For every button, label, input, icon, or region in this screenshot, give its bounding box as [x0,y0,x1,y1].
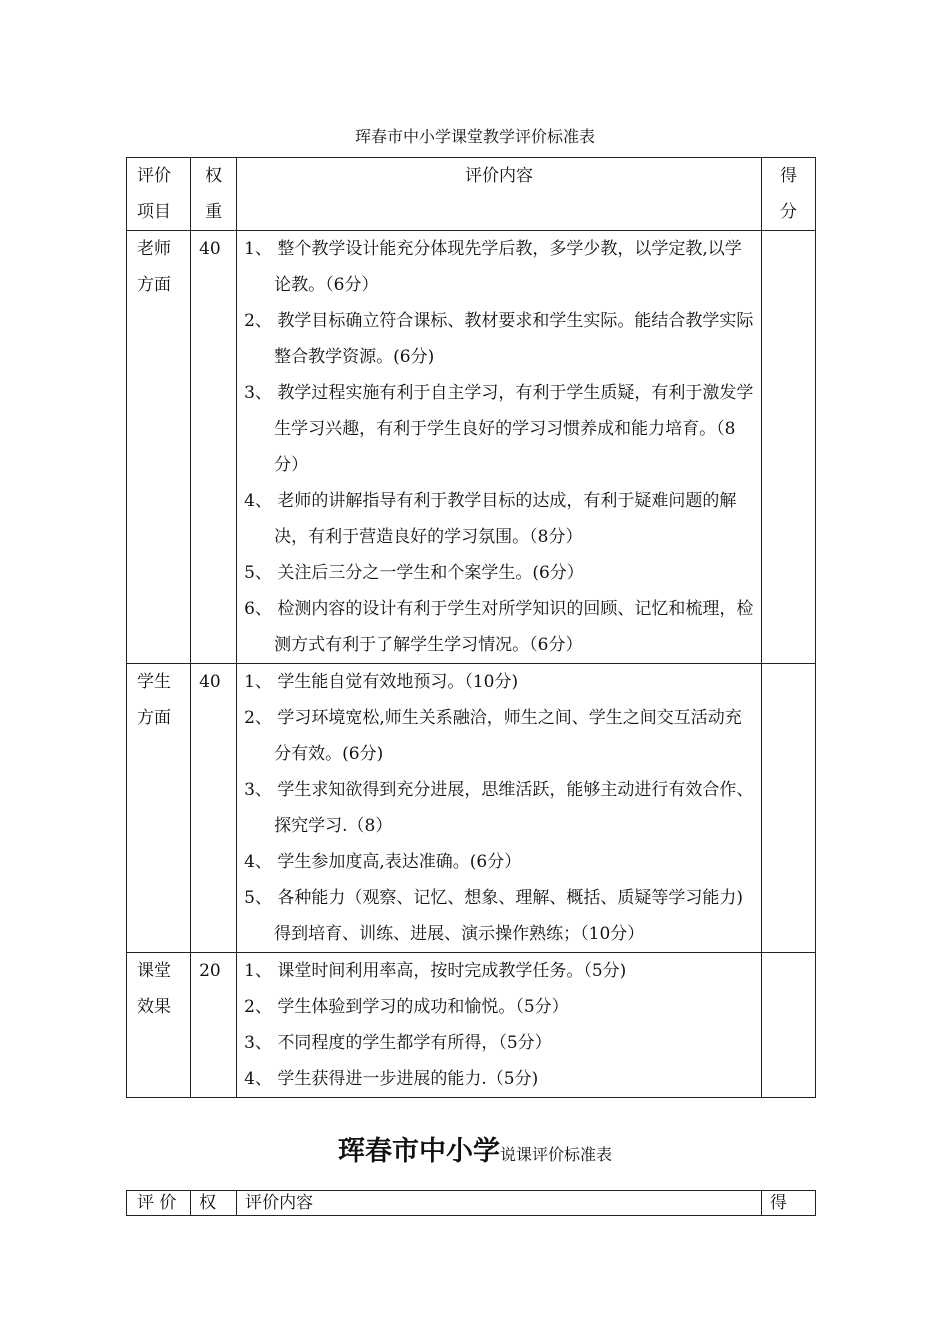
criteria-item: 3、 学生求知欲得到充分进展，思维活跃，能够主动进行有效合作、探究学习.（8） [244,780,754,836]
header-weight-line1: 权 [205,166,223,186]
lecture-evaluation-table [126,1190,816,1216]
header-item-cell [127,158,191,231]
category-line1: 老师 [137,239,171,259]
criteria-item: 5、 各种能力（观察、记忆、想象、理解、概括、质疑等学习能力)得到培育、训练、进展、演示操作熟练；（10分） [244,888,743,944]
score-cell[interactable] [761,664,815,953]
second-title-main: 珲春市中小学 [337,1136,500,1167]
criteria-item: 2、 学习环境宽松,师生关系融洽，师生之间、学生之间交互活动充分有效。(6分) [244,708,742,764]
category-line1: 课堂 [137,961,171,981]
criteria-item: 1、 学生能自觉有效地预习。（10分) [244,672,519,692]
header2-content-cell: 评价内容 [237,1191,762,1216]
header-score-line1: 得 [779,166,797,186]
content-cell [237,231,762,664]
header-weight-line2: 重 [205,202,223,222]
criteria-item: 6、 检测内容的设计有利于学生对所学知识的回顾、记忆和梳理，检测方式有利于了解学生学习情况。（6分） [244,599,754,655]
header-content-cell [237,158,762,231]
second-title [0,1132,950,1175]
table2-header-row [127,1191,816,1216]
criteria-item: 2、 学生体验到学习的成功和愉悦。（5分） [244,997,569,1017]
table-row-teacher [127,231,816,664]
score-cell[interactable] [761,231,815,664]
table-header-row [127,158,816,231]
category-line1: 学生 [137,672,171,692]
weight-cell: 40 [191,231,237,664]
header2-item-cell: 评 价 [127,1191,191,1216]
criteria-item: 4、 学生参加度高,表达准确。(6分） [244,852,522,872]
evaluation-table [126,157,816,1098]
criteria-item: 1、 整个教学设计能充分体现先学后教，多学少教，以学定教,以学论教。（6分） [244,239,742,295]
header-weight-cell [191,158,237,231]
score-cell[interactable] [761,953,815,1098]
weight-cell: 40 [191,664,237,953]
header2-weight-cell: 权 [191,1191,237,1216]
criteria-item: 1、 课堂时间利用率高，按时完成教学任务。（5分) [244,961,627,981]
category-cell [127,953,191,1098]
table-row-classroom [127,953,816,1098]
criteria-item: 5、 关注后三分之一学生和个案学生。(6分） [244,563,584,583]
category-line2: 方面 [137,275,171,295]
second-title-sub: 说课评价标准表 [499,1145,612,1164]
content-cell [237,664,762,953]
header-item-line1: 评价 [137,166,171,186]
document-title: 珲春市中小学课堂教学评价标准表 [354,127,595,146]
header2-score-cell: 得 [761,1191,815,1216]
header-score-cell [761,158,815,231]
header-content-label: 评价内容 [465,166,534,186]
criteria-item: 4、 学生获得进一步进展的能力.（5分) [244,1069,539,1089]
category-line2: 方面 [137,708,171,728]
content-cell [237,953,762,1098]
header-score-line2: 分 [779,202,797,222]
criteria-item: 2、 教学目标确立符合课标、教材要求和学生实际。能结合教学实际整合教学资源。(6分) [244,311,754,367]
category-cell [127,231,191,664]
category-line2: 效果 [137,997,171,1017]
weight-cell: 20 [191,953,237,1098]
criteria-item: 3、 教学过程实施有利于自主学习，有利于学生质疑，有利于激发学生学习兴趣，有利于学生良好的学习习惯养成和能力培育。（8分） [244,383,754,475]
criteria-item: 3、 不同程度的学生都学有所得，（5分） [244,1033,552,1053]
category-cell [127,664,191,953]
header-item-line2: 项目 [137,202,171,222]
table-row-student [127,664,816,953]
criteria-item: 4、 老师的讲解指导有利于教学目标的达成，有利于疑难问题的解决，有利于营造良好的学习氛围。（8分） [244,491,737,547]
